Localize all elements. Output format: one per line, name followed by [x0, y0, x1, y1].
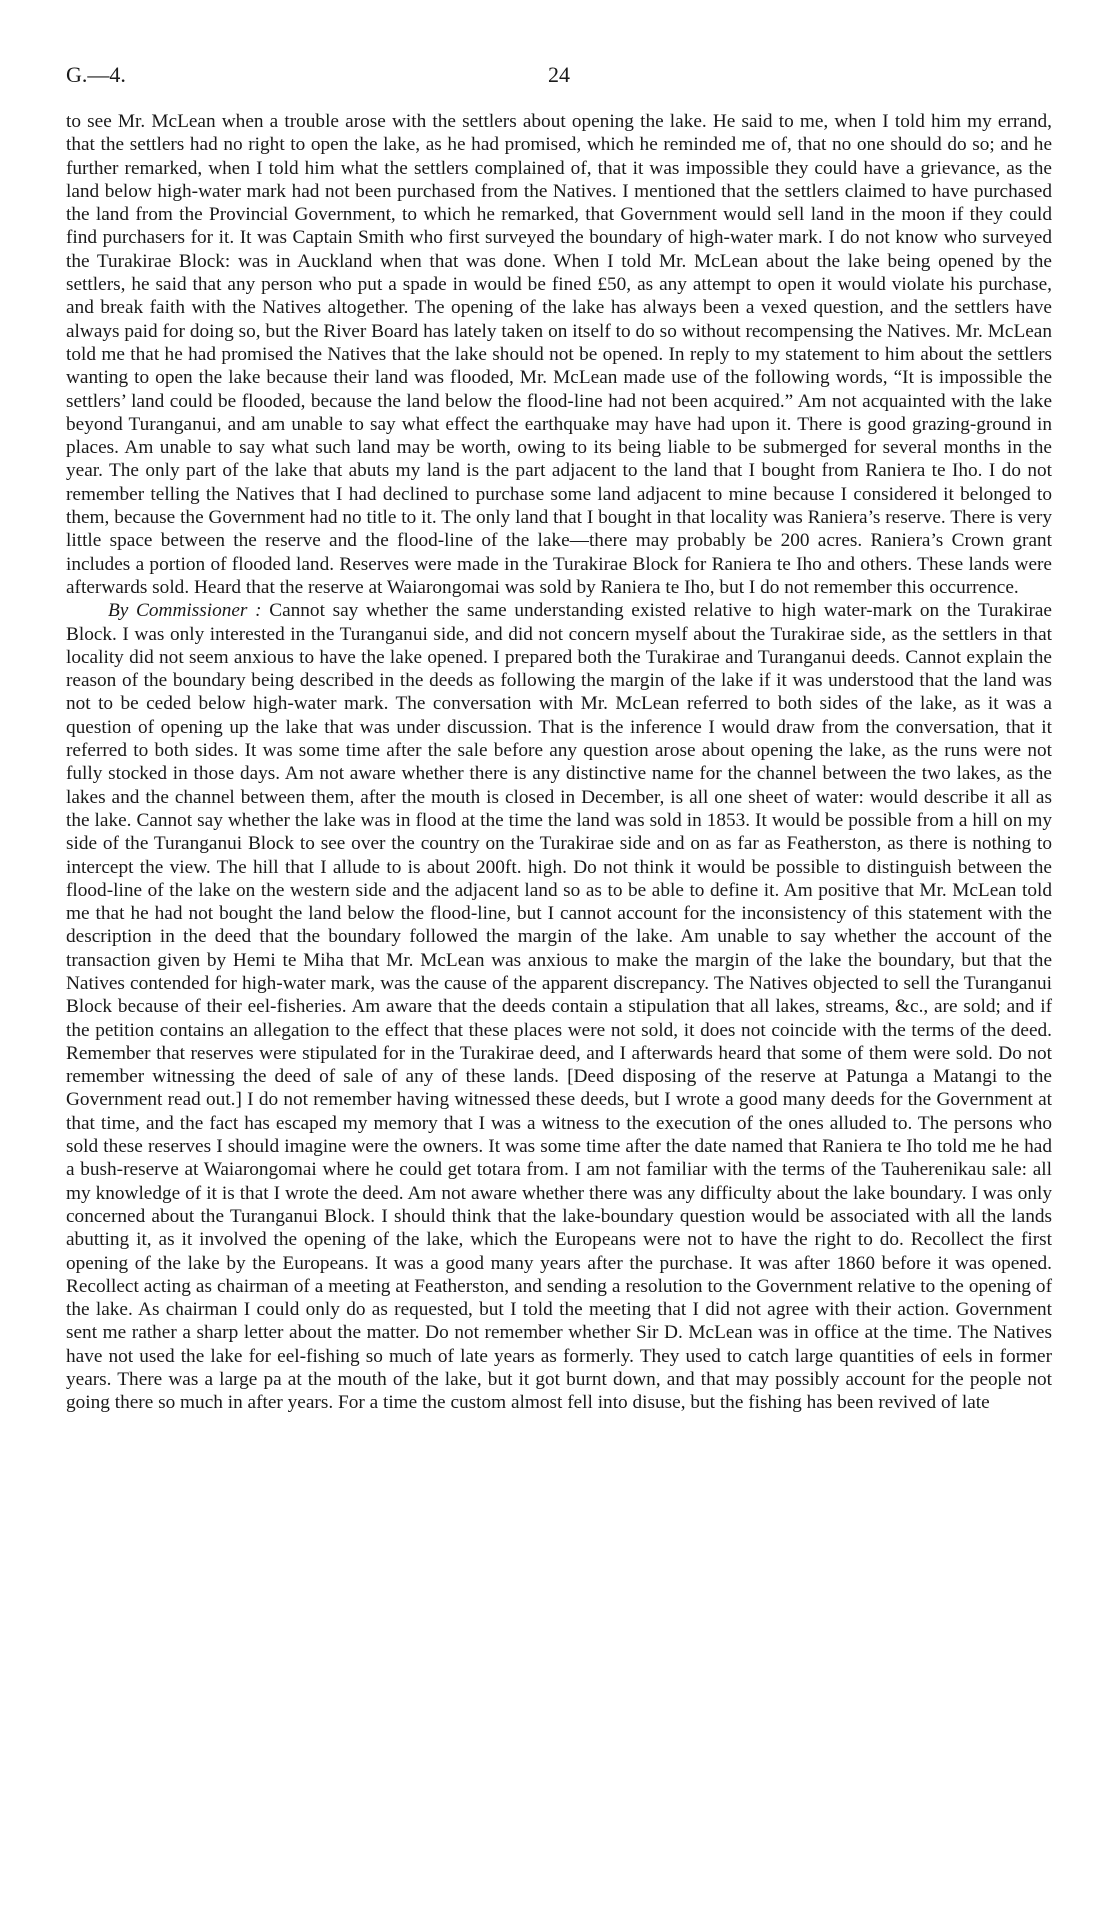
- paragraph: [66, 599, 1052, 1414]
- page-header: [66, 62, 1052, 102]
- document-reference: G.—4.: [66, 62, 126, 87]
- document-page: [66, 62, 1052, 1415]
- paragraph-text: Cannot say whether the same understanding existed relative to high water-mark on the Turakirae Block. I was only interested in the Turanganui side, and did not concern myself about the Turakirae side, as the settlers in that locality did not seem anxious to have the lake opened. I prepared both the Turakirae and Turanganui deeds. Cannot explain the reason of the boundary being described in the deeds as following the margin of the lake if it was understood that the land was not to be ceded below high-water mark. The conversation with Mr. McLean referred to both sides of the lake, as it was a question of opening up the lake that was under discussion. That is the inference I would draw from the conversation, that it referred to both sides. It was some time after the sale before any question arose about opening the lake, as the runs were not fully stocked in those days. Am not aware whether there is any distinctive name for the channel between the two lakes, as the lakes and the channel between them, after the mouth is closed in December, is all one sheet of water: would describe it all as the lake. Cannot say whether the lake was in flood at the time the land was sold in 1853. It would be possible from a hill on my side of the Turanganui Block to see over the country on the Turakirae side and on as far as Featherston, as there is nothing to intercept the view. The hill that I allude to is about 200ft. high. Do not think it would be possible to distinguish between the flood-line of the lake on the western side and the adjacent land so as to be able to define it. Am positive that Mr. McLean told me that he had not bought the land below the flood-line, but I cannot account for the inconsistency of this statement with the description in the deed that the boundary followed the margin of the lake. Am unable to say whether the account of the transaction given by Hemi te Miha that Mr. McLean was anxious to make the margin of the lake the boundary, but that the Natives contended for high-water mark, was the cause of the apparent discrepancy. The Natives objected to sell the Turanganui Block because of their eel-fisheries. Am aware that the deeds contain a stipulation that all lakes, streams, &c., are sold; and if the petition contains an allegation to the effect that these places were not sold, it does not coincide with the terms of the deed. Remember that reserves were stipulated for in the Turakirae deed, and I afterwards heard that some of them were sold. Do not remember witnessing the deed of sale of any of these lands. [Deed disposing of the reserve at Patunga a Matangi to the Government read out.] I do not remember having witnessed these deeds, but I wrote a good many deeds for the Government at that time, and the fact has escaped my memory that I was a witness to the execution of the ones alluded to. The persons who sold these reserves I should imagine were the owners. It was some time after the date named that Raniera te Iho told me he had a bush-reserve at Waiarongomai where he could get totara from. I am not familiar with the terms of the Tauherenikau sale: all my knowledge of it is that I wrote the deed. Am not aware whether there was any difficulty about the lake boundary. I was only concerned about the Turanganui Block. I should think that the lake-boundary question would be associated with all the lands abutting it, as it involved the opening of the lake, which the Europeans were not to have the right to do. Recollect the first opening of the lake by the Europeans. It was a good many years after the purchase. It was after 1860 before it was opened. Recollect acting as chairman of a meeting at Featherston, and sending a resolution to the Government relative to the opening of the lake. As chairman I could only do as requested, but I told the meeting that I did not agree with their action. Government sent me rather a sharp letter about the matter. Do not remember whether Sir D. McLean was in office at the time. The Natives have not used the lake for eel-fishing so much of late years as formerly. They used to catch large quantities of eels in former years. There was a large pa at the mouth of the lake, but it got burnt down, and that may possibly account for the people not going there so much in after years. For a time the custom almost fell into disuse, but the fishing has been revived of late: [66, 600, 1052, 1414]
- paragraph: [66, 110, 1052, 599]
- body-text: [66, 110, 1052, 1415]
- speaker-label: By Commissioner :: [108, 600, 262, 622]
- page-number: 24: [548, 62, 570, 87]
- paragraph-text: to see Mr. McLean when a trouble arose with the settlers about opening the lake. He said to me, when I told him my errand, that the settlers had no right to open the lake, as he had promised, which he reminded me of, that no one should do so; and he further remarked, when I told him what the settlers complained of, that it was impossible they could have a grievance, as the land below high-water mark had not been purchased from the Natives. I mentioned that the settlers claimed to have purchased the land from the Provincial Government, to which he remarked, that Government would sell land in the moon if they could find purchasers for it. It was Captain Smith who first surveyed the boundary of high-water mark. I do not know who surveyed the Turakirae Block: was in Auckland when that was done. When I told Mr. McLean about the lake being opened by the settlers, he said that any person who put a spade in would be fined £50, as any attempt to open it would violate his purchase, and break faith with the Natives altogether. The opening of the lake has always been a vexed question, and the settlers have always paid for doing so, but the River Board has lately taken on itself to do so without recompensing the Natives. Mr. McLean told me that he had promised the Natives that the lake should not be opened. In reply to my statement to him about the settlers wanting to open the lake because their land was flooded, Mr. McLean made use of the following words, “It is impossible the settlers’ land could be flooded, because the land below the flood-line had not been acquired.” Am not acquainted with the lake beyond Turanganui, and am unable to say what effect the earthquake may have had upon it. There is good grazing-ground in places. Am unable to say what such land may be worth, owing to its being liable to be submerged for several months in the year. The only part of the lake that abuts my land is the part adjacent to the land that I bought from Raniera te Iho. I do not remember telling the Natives that I had declined to purchase some land adjacent to mine because I considered it belonged to them, because the Government had no title to it. The only land that I bought in that locality was Raniera’s reserve. There is very little space between the reserve and the flood-line of the lake—there may probably be 200 acres. Raniera’s Crown grant includes a portion of flooded land. Reserves were made in the Turakirae Block for Raniera te Iho and others. These lands were afterwards sold. Heard that the reserve at Waiarongomai was sold by Raniera te Iho, but I do not remember this occurrence.: [66, 111, 1052, 598]
